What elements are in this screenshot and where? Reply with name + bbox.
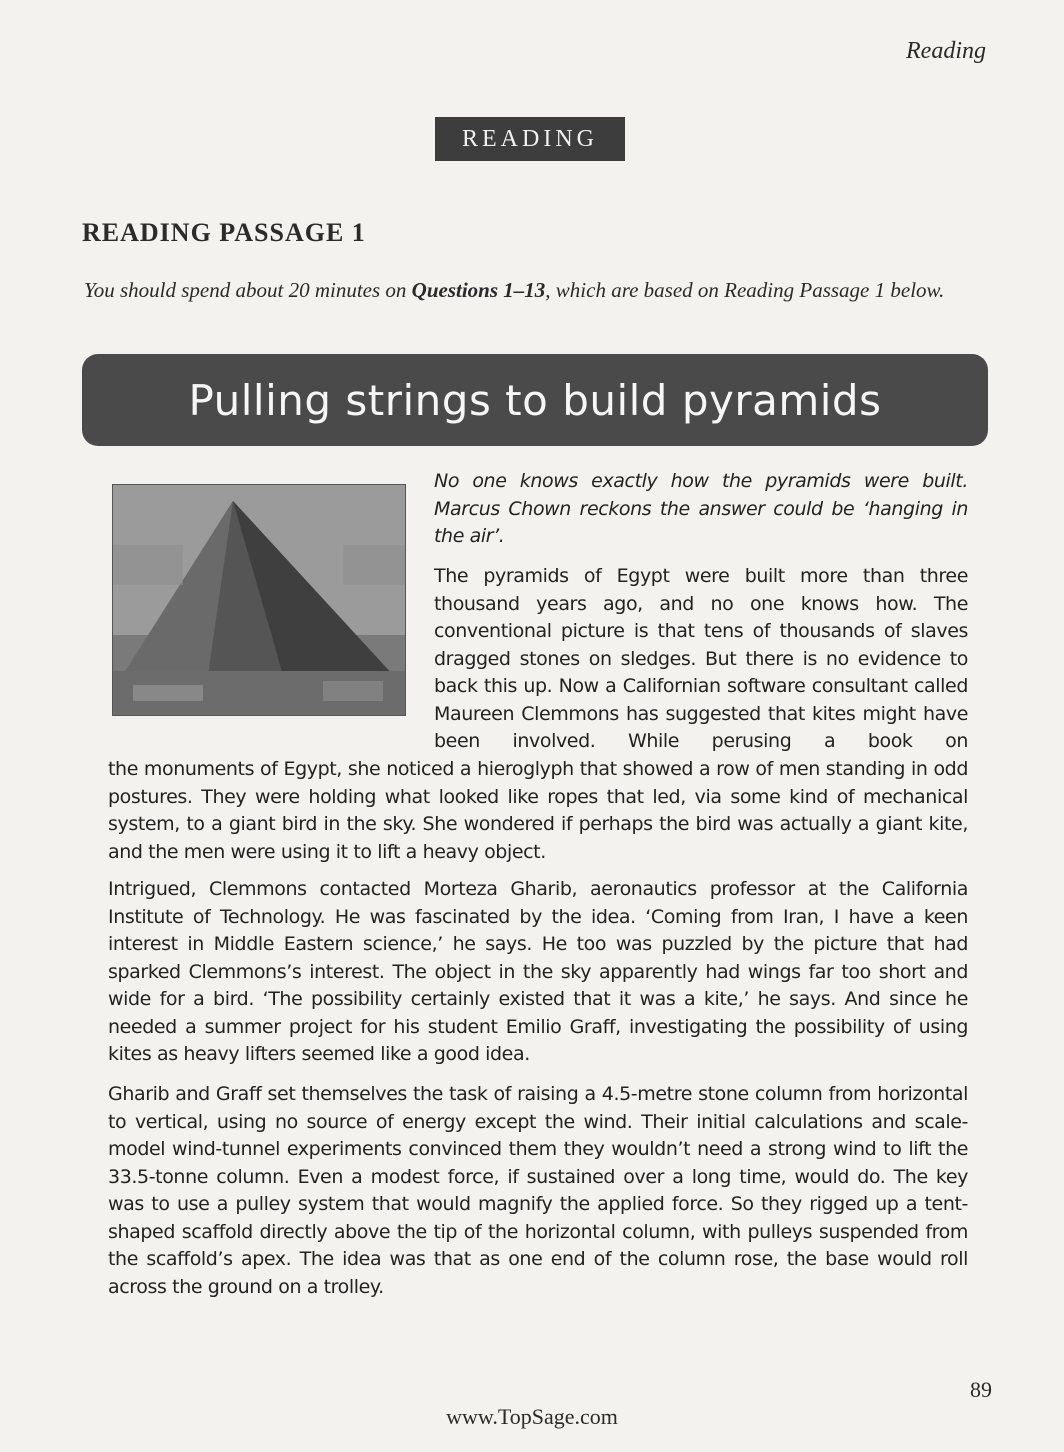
article-standfirst: No one knows exactly how the pyramids were built. Marcus Chown reckons the answer could be ‘hanging in the air’.	[434, 470, 968, 547]
page-number: 89	[970, 1377, 992, 1402]
footer-url: www.TopSage.com	[446, 1404, 618, 1429]
passage-heading: READING PASSAGE 1	[82, 218, 366, 247]
instruction-after: , which are based on Reading Passage 1 below.	[545, 278, 945, 302]
article-title-bar	[82, 354, 988, 446]
running-head: Reading	[906, 38, 986, 64]
instruction-emphasis: Questions 1–13	[411, 278, 546, 302]
article-title: Pulling strings to build pyramids	[188, 375, 882, 425]
paragraph-1-part-1: The pyramids of Egypt were built more than three thousand years ago, and no one knows how. The conventional picture is that tens of thousands of slaves dragged stones on sledges. But there is no evidence to back this up. Now a Californian software consultant called Maureen Clemmons has suggested that kites might have been involved. While perusing a book on	[434, 565, 968, 752]
paragraph-3: Gharib and Graff set themselves the task of raising a 4.5-metre stone column from horizontal to vertical, using no source of energy except the wind. Their initial calculations and scale-model wind-tunnel experiments convinced them they wouldn’t need a strong wind to lift the 33.5-tonne column. Even a modest force, if sustained over a long time, would do. The key was to use a pulley system that would magnify the applied force. So they rigged up a tent-shaped scaffold directly above the tip of the horizontal column, with pulleys suspended from the scaffold’s apex. The idea was that as one end of the column rose, the base would roll across the ground on a trolley.	[108, 1083, 968, 1298]
section-label: READING	[435, 117, 625, 161]
pyramid-photo	[112, 484, 406, 716]
paragraph-2: Intrigued, Clemmons contacted Morteza Gharib, aeronautics professor at the California Institute of Technology. He was fascinated by the idea. ‘Coming from Iran, I have a keen interest in Middle Eastern science,’ he says. He too was puzzled by the picture that had sparked Clemmons’s interest. The object in the sky apparently had wings far too short and wide for a bird. ‘The possibility certainly existed that it was a kite,’ he says. And since he needed a summer project for his student Emilio Graff, investigating the possibility of using kites as heavy lifters seemed like a good idea.	[108, 878, 968, 1065]
pyramid-image-icon	[113, 485, 405, 715]
instruction-text	[84, 276, 974, 304]
paragraph-1-part-2: the monuments of Egypt, she noticed a hieroglyph that showed a row of men standing in odd postures. They were holding what looked like ropes that led, via some kind of mechanical system, to a giant bird in the sky. She wondered if perhaps the bird was actually a giant kite, and the men were using it to lift a heavy object.	[108, 758, 968, 863]
instruction-before: You should spend about 20 minutes on	[84, 278, 412, 302]
